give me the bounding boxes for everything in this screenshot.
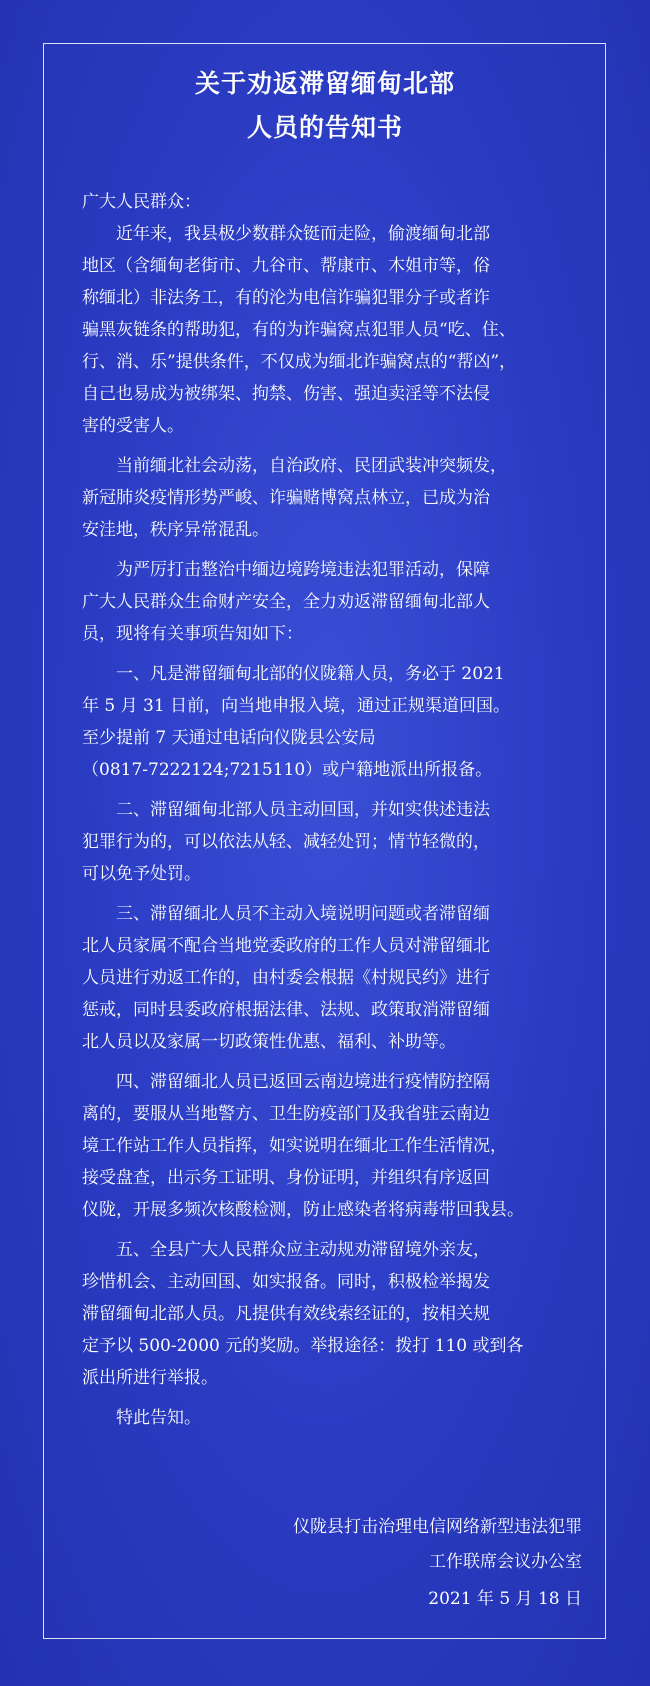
body-line: 广大人民群众生命财产安全，全力劝返滞留缅甸北部人: [82, 592, 490, 612]
body-line: 可以免予处罚。: [82, 864, 201, 884]
body-line: 新冠肺炎疫情形势严峻、诈骗赌博窝点林立，已成为治: [82, 488, 490, 508]
body-line: 行、消、乐”提供条件，不仅成为缅北诈骗窝点的“帮凶”，: [82, 352, 517, 372]
body-line: 二、滞留缅甸北部人员主动回国，并如实供述违法: [82, 800, 490, 820]
body-line: 惩戒，同时县委政府根据法律、法规、政策取消滞留缅: [82, 1000, 490, 1020]
body-line: 北人员以及家属一切政策性优惠、福利、补助等。: [82, 1032, 456, 1052]
notice-title-line2: 人员的告知书: [246, 113, 403, 142]
signature-org-line1: 仪陇县打击治理电信网络新型违法犯罪: [293, 1517, 582, 1537]
body-line: 四、滞留缅北人员已返回云南边境进行疫情防控隔: [82, 1072, 490, 1092]
notice-body: [82, 186, 582, 1434]
body-line: 害的受害人。: [82, 416, 184, 436]
body-line: 年 5 月 31 日前，向当地申报入境，通过正规渠道回国。: [82, 696, 511, 716]
notice-title-line1: 关于劝返滞留缅甸北部: [194, 69, 455, 98]
body-line: 近年来，我县极少数群众铤而走险，偷渡缅甸北部: [82, 224, 490, 244]
body-line: 至少提前 7 天通过电话向仪陇县公安局: [82, 728, 376, 748]
body-line: 仪陇，开展多频次核酸检测，防止感染者将病毒带回我县。: [82, 1200, 524, 1220]
body-line: 犯罪行为的，可以依法从轻、减轻处罚；情节轻微的，: [82, 832, 490, 852]
body-line: 五、全县广大人民群众应主动规劝滞留境外亲友，: [82, 1240, 490, 1260]
body-line: 为严厉打击整治中缅边境跨境违法犯罪活动，保障: [82, 560, 490, 580]
body-line: 定予以 500-2000 元的奖励。举报途径：拨打 110 或到各: [82, 1336, 524, 1356]
body-line: （0817-7222124;7215110）或户籍地派出所报备。: [82, 760, 493, 780]
body-line: 接受盘查，出示务工证明、身份证明，并组织有序返回: [82, 1168, 490, 1188]
body-line: 地区（含缅甸老街市、九谷市、帮康市、木姐市等，俗: [82, 256, 490, 276]
body-line: 自己也易成为被绑架、拘禁、伤害、强迫卖淫等不法侵: [82, 384, 490, 404]
body-line: 一、凡是滞留缅甸北部的仪陇籍人员，务必于 2021: [82, 664, 505, 684]
body-line: 滞留缅甸北部人员。凡提供有效线索经证的，按相关规: [82, 1304, 490, 1324]
body-line: 称缅北）非法务工，有的沦为电信诈骗犯罪分子或者诈: [82, 288, 490, 308]
body-line: 员，现将有关事项告知如下：: [82, 624, 303, 644]
body-line: 当前缅北社会动荡，自治政府、民团武装冲突频发，: [82, 456, 507, 476]
body-line: 珍惜机会、主动回国、如实报备。同时，积极检举揭发: [82, 1272, 490, 1292]
body-line: 骗黑灰链条的帮助犯，有的为诈骗窝点犯罪人员“吃、住、: [82, 320, 516, 340]
body-line: 境工作站工作人员指挥，如实说明在缅北工作生活情况，: [82, 1136, 507, 1156]
salutation: 广大人民群众：: [82, 192, 201, 212]
body-line: 三、滞留缅北人员不主动入境说明问题或者滞留缅: [82, 904, 490, 924]
body-line: 人员进行劝返工作的，由村委会根据《村规民约》进行: [82, 968, 490, 988]
signature-org-line2: 工作联席会议办公室: [429, 1552, 582, 1572]
body-line: 北人员家属不配合当地党委政府的工作人员对滞留缅北: [82, 936, 490, 956]
closing-line: 特此告知。: [82, 1408, 201, 1428]
body-line: 安洼地，秩序异常混乱。: [82, 520, 269, 540]
body-line: 派出所进行举报。: [82, 1368, 218, 1388]
signature-date: 2021 年 5 月 18 日: [428, 1589, 582, 1609]
body-line: 离的，要服从当地警方、卫生防疫部门及我省驻云南边: [82, 1104, 490, 1124]
